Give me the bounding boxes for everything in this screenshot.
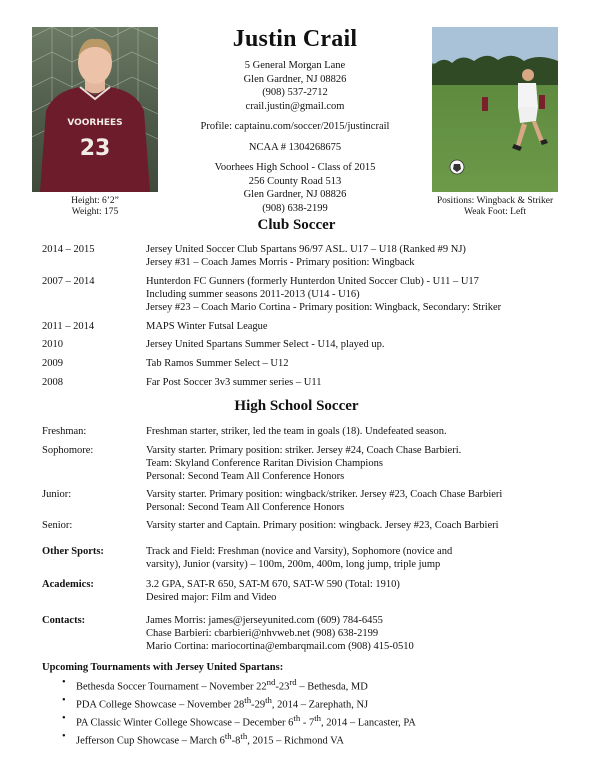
weight-caption: Weight: 175 xyxy=(71,207,119,217)
tournament-item xyxy=(62,730,416,748)
jersey-number: 23 xyxy=(79,136,111,161)
date-suffix: th xyxy=(240,731,248,741)
tournaments-heading: Upcoming Tournaments with Jersey United Spartans: xyxy=(42,662,284,673)
club-line: Tab Ramos Summer Select – U12 xyxy=(146,358,289,369)
profile-link[interactable]: Profile: captainu.com/soccer/2015/justincrail xyxy=(200,121,390,132)
school-phone: (908) 638-2199 xyxy=(262,202,328,214)
contact-line: James Morris: james@jerseyunited.com (609) 784-6455 xyxy=(146,615,383,626)
contact-line: Mario Cortina: mariocortina@embarqmail.com (908) 415-0510 xyxy=(146,641,414,652)
academics-label: Academics: xyxy=(42,579,94,590)
club-line: Jersey #31 – Coach James Morris - Primary position: Wingback xyxy=(146,257,415,268)
club-row xyxy=(42,376,562,389)
hs-row xyxy=(42,519,562,532)
club-soccer-heading: Club Soccer xyxy=(257,217,336,233)
school-address-2: Glen Gardner, NJ 08826 xyxy=(243,189,347,200)
contact-line: Chase Barbieri: cbarbieri@nhvweb.net (908) 638-2199 xyxy=(146,628,379,639)
club-line: Hunterdon FC Gunners (formerly Hunterdon United Soccer Club) - U11 – U17 xyxy=(146,276,479,287)
email-link[interactable]: crail.justin@gmail.com xyxy=(245,100,345,112)
hs-row xyxy=(42,444,562,483)
club-line: Jersey United Spartans Summer Select - U14, played up. xyxy=(146,339,385,350)
tournament-item xyxy=(62,676,416,694)
academics-line: 3.2 GPA, SAT-R 650, SAT-M 670, SAT-W 590 (Total: 1910) xyxy=(146,579,400,590)
hs-line: Varsity starter and Captain. Primary position: wingback. Jersey #23, Coach Barbieri xyxy=(146,520,499,531)
tournament-text: PDA College Showcase – November 28 xyxy=(76,699,245,711)
contacts-label: Contacts: xyxy=(42,615,86,626)
club-line: Jersey #23 – Coach Mario Cortina - Primary position: Wingback, Secondary: Striker xyxy=(146,302,502,313)
action-illustration xyxy=(432,27,558,192)
tournament-item xyxy=(62,694,416,712)
club-line: MAPS Winter Futsal League xyxy=(146,321,268,332)
tournament-text: Bethesda Soccer Tournament – November 22 xyxy=(76,681,267,693)
club-line: Including summer seasons 2011-2013 (U14 - U16) xyxy=(146,289,360,300)
club-line: Jersey United Soccer Club Spartans 96/97 ASL. U17 – U18 (Ranked #9 NJ) xyxy=(146,244,466,255)
tournament-text: - 7 xyxy=(300,717,315,729)
school-name: Voorhees High School - Class of 2015 xyxy=(214,162,376,173)
tournament-text: Jefferson Cup Showcase – March 6 xyxy=(76,735,225,747)
hs-season-label: Sophomore: xyxy=(42,445,94,456)
date-suffix: th xyxy=(293,713,301,723)
physical-stats-caption xyxy=(32,196,158,218)
club-line: Far Post Soccer 3v3 summer series – U11 xyxy=(146,377,322,388)
tournament-text: , 2014 – Lancaster, PA xyxy=(321,717,416,729)
tournament-list xyxy=(62,676,416,748)
ncaa-number: NCAA # 1304268675 xyxy=(248,141,342,153)
portrait-illustration xyxy=(32,27,158,192)
high-school-soccer-heading: High School Soccer xyxy=(234,398,359,414)
hs-row xyxy=(42,488,562,514)
position-caption xyxy=(425,196,565,218)
academics-row xyxy=(42,578,562,604)
other-sports-row xyxy=(42,545,562,571)
hs-season-label: Freshman: xyxy=(42,426,87,437)
phone-number: (908) 537-2712 xyxy=(262,87,328,98)
contacts-row xyxy=(42,614,562,653)
hs-line: Personal: Second Team All Conference Honors xyxy=(146,471,345,482)
tournament-item xyxy=(62,712,416,730)
hs-season-label: Junior: xyxy=(42,489,72,500)
club-row xyxy=(42,275,562,314)
jersey-text: VOORHEES xyxy=(67,118,123,128)
date-suffix: th xyxy=(224,731,232,741)
hs-line: Team: Skyland Conference Raritan Division Champions xyxy=(146,458,383,469)
club-row xyxy=(42,357,562,370)
other-sports-line: Track and Field: Freshman (novice and Varsity), Sophomore (novice and xyxy=(146,546,453,557)
positions-caption: Positions: Wingback & Striker xyxy=(436,196,554,206)
date-suffix: th xyxy=(265,695,272,705)
academics-line: Desired major: Film and Video xyxy=(146,592,277,603)
player-name: Justin Crail xyxy=(232,26,358,52)
other-sports-label: Other Sports: xyxy=(42,546,104,557)
hs-row xyxy=(42,425,562,438)
hs-season-label: Senior: xyxy=(42,520,73,531)
action-field-photo xyxy=(432,27,558,192)
address-line-1: 5 General Morgan Lane xyxy=(244,60,346,71)
hs-line: Personal: Second Team All Conference Honors xyxy=(146,502,345,513)
club-row xyxy=(42,320,562,333)
hs-line: Freshman starter, striker, led the team in goals (18). Undefeated season. xyxy=(146,426,447,437)
tournament-text: , 2015 – Richmond VA xyxy=(247,735,344,747)
tournament-text: , 2014 – Zarephath, NJ xyxy=(271,699,369,711)
hs-line: Varsity starter. Primary position: wingback/striker. Jersey #23, Coach Chase Barbieri xyxy=(146,489,503,500)
address-line-2: Glen Gardner, NJ 08826 xyxy=(243,73,347,85)
school-address-1: 256 County Road 513 xyxy=(248,175,342,187)
date-suffix: th xyxy=(244,695,252,705)
height-caption: Height: 6’2” xyxy=(71,196,119,206)
tournament-text: -8 xyxy=(231,735,241,747)
club-year: 2014 – 2015 xyxy=(42,244,95,255)
tournament-text: – Bethesda, MD xyxy=(296,681,368,693)
tournament-text: PA Classic Winter College Showcase – December 6 xyxy=(76,717,294,729)
tournament-text: -23 xyxy=(275,681,290,693)
club-row xyxy=(42,338,562,351)
player-portrait-photo xyxy=(32,27,158,192)
club-year: 2011 – 2014 xyxy=(42,321,95,332)
hs-line: Varsity starter. Primary position: striker. Jersey #24, Coach Chase Barbieri. xyxy=(146,445,462,456)
club-year: 2010 xyxy=(42,339,63,350)
club-year: 2008 xyxy=(42,377,63,388)
tournament-text: -29 xyxy=(251,699,266,711)
date-suffix: nd xyxy=(266,677,276,687)
date-suffix: rd xyxy=(289,677,297,687)
club-year: 2007 – 2014 xyxy=(42,276,95,287)
club-year: 2009 xyxy=(42,358,63,369)
other-sports-line: varsity), Junior (varsity) – 100m, 200m, 400m, long jump, triple jump xyxy=(146,559,441,570)
contact-block xyxy=(160,59,430,215)
club-row xyxy=(42,243,562,269)
weak-foot-caption: Weak Foot: Left xyxy=(463,207,527,217)
date-suffix: th xyxy=(314,713,322,723)
